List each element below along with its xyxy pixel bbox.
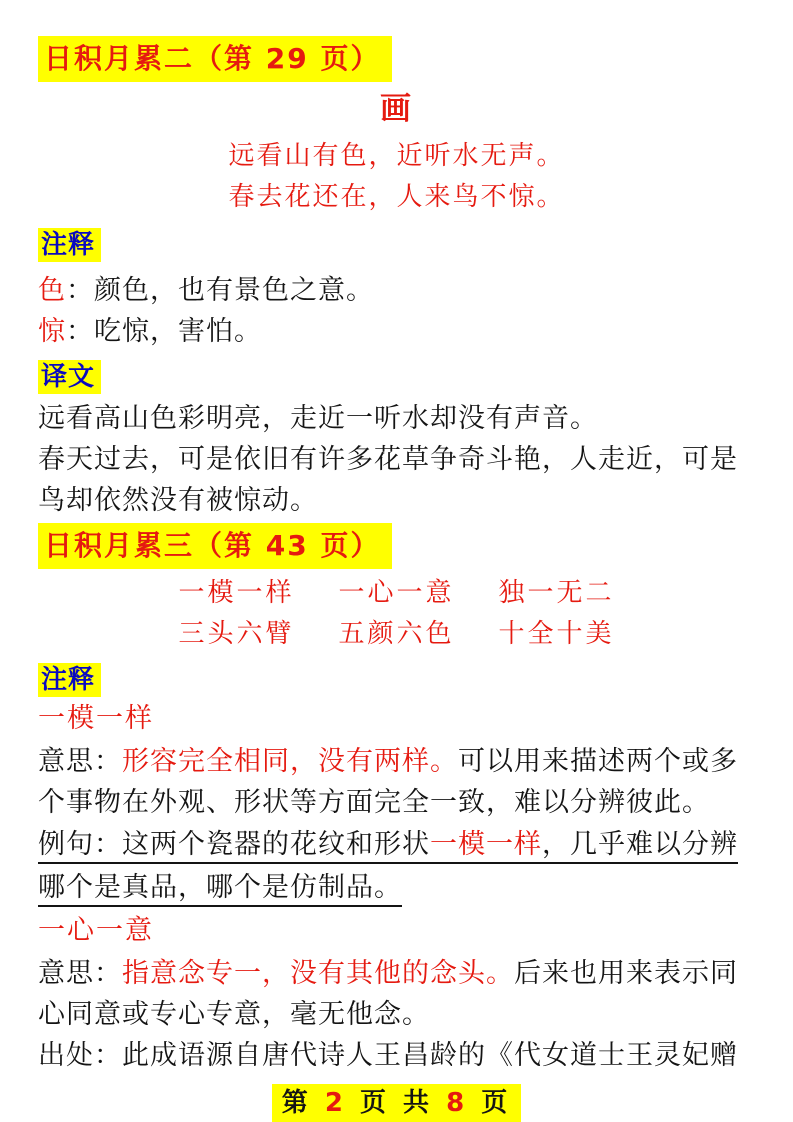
idiom-row-1 (38, 573, 755, 614)
idiom-meaning (38, 953, 755, 1035)
idiom-example (38, 823, 755, 909)
page-indicator-text: 页 (468, 1088, 512, 1118)
meaning-line-1 (38, 953, 755, 994)
notes-block (38, 270, 755, 352)
idiom-source-line: 出处：此成语源自唐代诗人王昌龄的《代女道士王灵妃赠 (38, 1040, 738, 1071)
idiom: 一模一样 (178, 578, 295, 608)
idiom-entry-title: 一模一样 (38, 703, 154, 734)
meaning-text: 后来也用来表示同 (514, 958, 738, 989)
page-indicator-text: 页 共 (346, 1088, 447, 1118)
idiom-entry-title: 一心一意 (38, 915, 154, 946)
meaning-line-1 (38, 741, 755, 782)
poem-title: 画 (380, 91, 413, 127)
note-line-2 (38, 311, 755, 352)
poem (38, 136, 755, 218)
translation-line-2: 春天过去，可是依旧有许多花草争奇斗艳，人走近，可是 (38, 444, 738, 475)
idiom-notes-label-badge: 注释 (38, 663, 101, 697)
idiom: 独一无二 (498, 578, 615, 608)
example-line-1 (38, 823, 755, 866)
example-highlight: 一模一样 (430, 829, 542, 860)
idiom-entry-2 (38, 909, 755, 1076)
example-text: 例句：这两个瓷器的花纹和形状 (38, 829, 430, 860)
page-current: 2 (324, 1088, 347, 1118)
example-line-2: 哪个是真品，哪个是仿制品。 (38, 872, 402, 903)
meaning-highlight: 形容完全相同，没有两样。 (122, 746, 458, 777)
translation-line-1: 远看高山色彩明亮，走近一听水却没有声音。 (38, 403, 598, 434)
idiom-entry-1 (38, 697, 755, 909)
poem-line-2: 春去花还在，人来鸟不惊。 (228, 182, 565, 212)
meaning-label: 意思： (38, 958, 122, 989)
idiom: 一心一意 (338, 578, 455, 608)
translation-block (38, 398, 755, 521)
idiom: 五颜六色 (338, 619, 455, 649)
note-term-1: 色 (38, 275, 66, 306)
footer (38, 1084, 755, 1122)
translation-label-badge: 译文 (38, 360, 101, 394)
meaning-line-2: 心同意或专心专意，毫无他念。 (38, 999, 430, 1030)
meaning-highlight: 指意念专一，没有其他的念头。 (122, 958, 514, 989)
idiom: 三头六臂 (178, 619, 295, 649)
section2-header-badge: 日积月累三（第 43 页） (38, 523, 392, 569)
poem-line-1: 远看山有色，近听水无声。 (228, 141, 565, 171)
idiom-row-2 (38, 614, 755, 655)
idiom: 十全十美 (498, 619, 615, 649)
page-indicator (272, 1084, 521, 1122)
meaning-text: 可以用来描述两个或多 (458, 746, 738, 777)
meaning-label: 意思： (38, 746, 122, 777)
page-indicator-text: 第 (281, 1088, 325, 1118)
note-definition-2: ：吃惊，害怕。 (66, 316, 262, 347)
note-definition-1: ：颜色，也有景色之意。 (66, 275, 374, 306)
example-text: ，几乎难以分辨 (542, 829, 738, 860)
note-term-2: 惊 (38, 316, 66, 347)
idiom-list (38, 573, 755, 655)
note-line-1 (38, 270, 755, 311)
notes-label-badge: 注释 (38, 228, 101, 262)
idiom-meaning (38, 741, 755, 823)
meaning-line-2: 个事物在外观、形状等方面完全一致，难以分辨彼此。 (38, 787, 710, 818)
page-total: 8 (446, 1088, 469, 1118)
section1-header-badge: 日积月累二（第 29 页） (38, 36, 392, 82)
translation-line-3: 鸟却依然没有被惊动。 (38, 485, 318, 516)
